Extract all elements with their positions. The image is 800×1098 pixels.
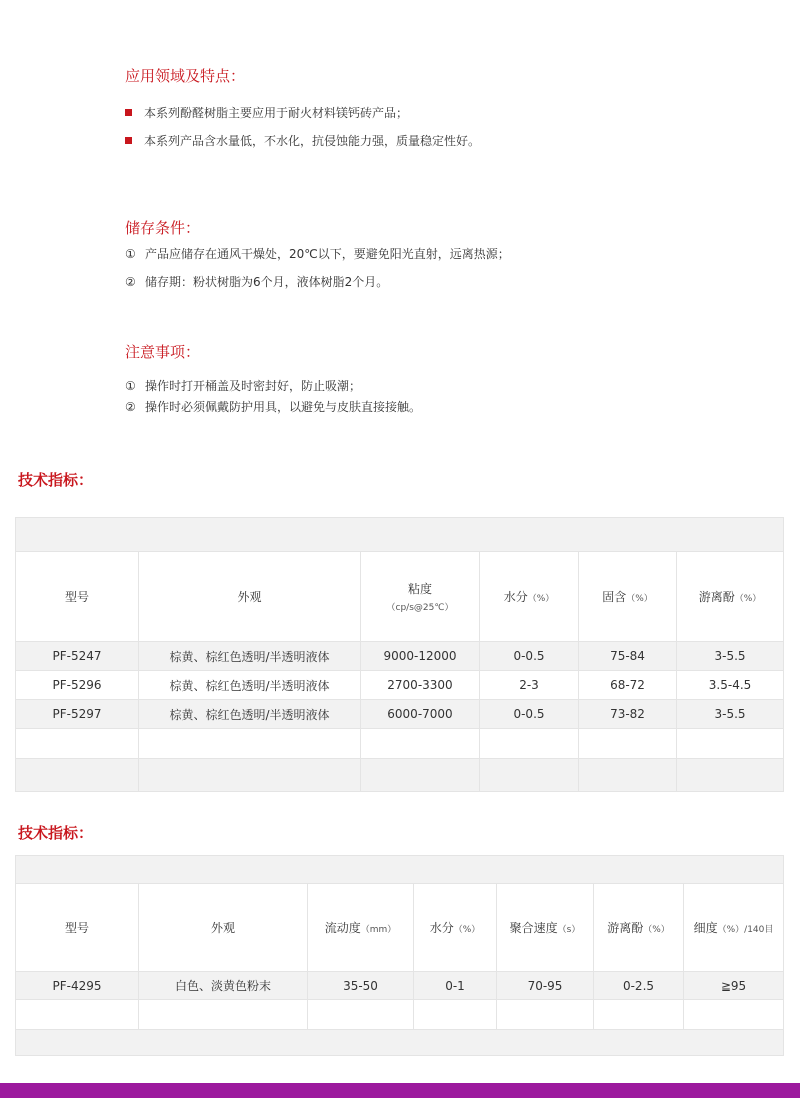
cell-appearance: 白色、淡黄色粉末 (139, 972, 308, 1000)
list-item (125, 245, 510, 262)
list-marker: ① (125, 378, 136, 393)
list-item-text: 本系列酚醛树脂主要应用于耐火材料镁钙砖产品； (144, 106, 409, 120)
square-bullet-icon (125, 137, 132, 144)
table-band-bottom (16, 1030, 784, 1056)
spec2-title: 技术指标： (18, 824, 94, 842)
list-item (125, 273, 388, 290)
cell-phenol: 3.5-4.5 (677, 671, 784, 700)
empty-cell (16, 729, 139, 759)
cell-fineness: ≧95 (684, 972, 784, 1000)
table-row (16, 972, 784, 1000)
cell-phenol: 0-2.5 (594, 972, 684, 1000)
cell-water: 0-1 (414, 972, 497, 1000)
header-phenol: 游离酚（%） (677, 552, 784, 642)
table-row (16, 642, 784, 671)
header-fineness: 细度（%）/140目 (684, 884, 784, 972)
band-cell (16, 1030, 784, 1056)
cell-water: 2-3 (480, 671, 579, 700)
table-header-row (16, 552, 784, 642)
empty-cell (361, 759, 480, 792)
empty-cell (16, 1000, 139, 1030)
header-water: 水分（%） (414, 884, 497, 972)
cell-viscosity: 6000-7000 (361, 700, 480, 729)
list-marker: ② (125, 274, 136, 289)
band-cell (16, 518, 784, 552)
cell-solid: 75-84 (579, 642, 677, 671)
cell-phenol: 3-5.5 (677, 700, 784, 729)
empty-cell (16, 759, 139, 792)
table-row (16, 671, 784, 700)
empty-cell (579, 759, 677, 792)
header-appearance: 外观 (139, 552, 361, 642)
header-model: 型号 (16, 884, 139, 972)
empty-cell (684, 1000, 784, 1030)
list-item (125, 377, 361, 394)
empty-cell (361, 729, 480, 759)
cell-model: PF-5296 (16, 671, 139, 700)
cell-flow: 35-50 (308, 972, 414, 1000)
header-flow: 流动度（mm） (308, 884, 414, 972)
empty-cell (677, 729, 784, 759)
empty-cell (480, 729, 579, 759)
cell-solid: 73-82 (579, 700, 677, 729)
list-item-text: 本系列产品含水量低，不水化，抗侵蚀能力强，质量稳定性好。 (144, 134, 481, 148)
empty-cell (579, 729, 677, 759)
cell-model: PF-4295 (16, 972, 139, 1000)
header-phenol: 游离酚（%） (594, 884, 684, 972)
header-solid: 固含（%） (579, 552, 677, 642)
header-model: 型号 (16, 552, 139, 642)
table-header-row (16, 884, 784, 972)
table-row-empty (16, 759, 784, 792)
header-water: 水分（%） (480, 552, 579, 642)
list-marker: ① (125, 246, 136, 261)
header-poly: 聚合速度（s） (497, 884, 594, 972)
cell-appearance: 棕黄、棕红色透明/半透明液体 (139, 642, 361, 671)
cell-viscosity: 2700-3300 (361, 671, 480, 700)
notes-title: 注意事项： (125, 343, 201, 361)
cell-solid: 68-72 (579, 671, 677, 700)
cell-model: PF-5297 (16, 700, 139, 729)
spec2-table (15, 855, 784, 1056)
list-item (125, 398, 421, 415)
cell-phenol: 3-5.5 (677, 642, 784, 671)
cell-viscosity: 9000-12000 (361, 642, 480, 671)
header-viscosity: 粘度 （cp/s@25℃） (361, 552, 480, 642)
cell-water: 0-0.5 (480, 700, 579, 729)
empty-cell (139, 729, 361, 759)
empty-cell (480, 759, 579, 792)
cell-model: PF-5247 (16, 642, 139, 671)
spec1-title: 技术指标： (18, 471, 94, 489)
list-item (125, 132, 480, 149)
list-item-text: 操作时必须佩戴防护用具，以避免与皮肤直接接触。 (145, 400, 422, 414)
empty-cell (677, 759, 784, 792)
cell-appearance: 棕黄、棕红色透明/半透明液体 (139, 671, 361, 700)
list-item (125, 104, 408, 121)
table-row-empty (16, 1000, 784, 1030)
table-row-empty (16, 729, 784, 759)
band-cell (16, 856, 784, 884)
empty-cell (139, 759, 361, 792)
list-item-text: 操作时打开桶盖及时密封好，防止吸潮； (145, 379, 362, 393)
header-appearance: 外观 (139, 884, 308, 972)
application-title: 应用领域及特点： (125, 67, 246, 85)
table-band (16, 518, 784, 552)
empty-cell (594, 1000, 684, 1030)
cell-appearance: 棕黄、棕红色透明/半透明液体 (139, 700, 361, 729)
list-item-text: 产品应储存在通风干燥处，20℃以下，要避免阳光直射，远离热源； (145, 247, 510, 261)
empty-cell (139, 1000, 308, 1030)
table-row (16, 700, 784, 729)
list-marker: ② (125, 399, 136, 414)
table-band (16, 856, 784, 884)
storage-title: 储存条件： (125, 219, 201, 237)
cell-poly: 70-95 (497, 972, 594, 1000)
bottom-bar (0, 1083, 800, 1098)
empty-cell (414, 1000, 497, 1030)
list-item-text: 储存期：粉状树脂为6个月，液体树脂2个月。 (145, 275, 389, 289)
empty-cell (497, 1000, 594, 1030)
spec1-table (15, 517, 784, 792)
cell-water: 0-0.5 (480, 642, 579, 671)
square-bullet-icon (125, 109, 132, 116)
empty-cell (308, 1000, 414, 1030)
